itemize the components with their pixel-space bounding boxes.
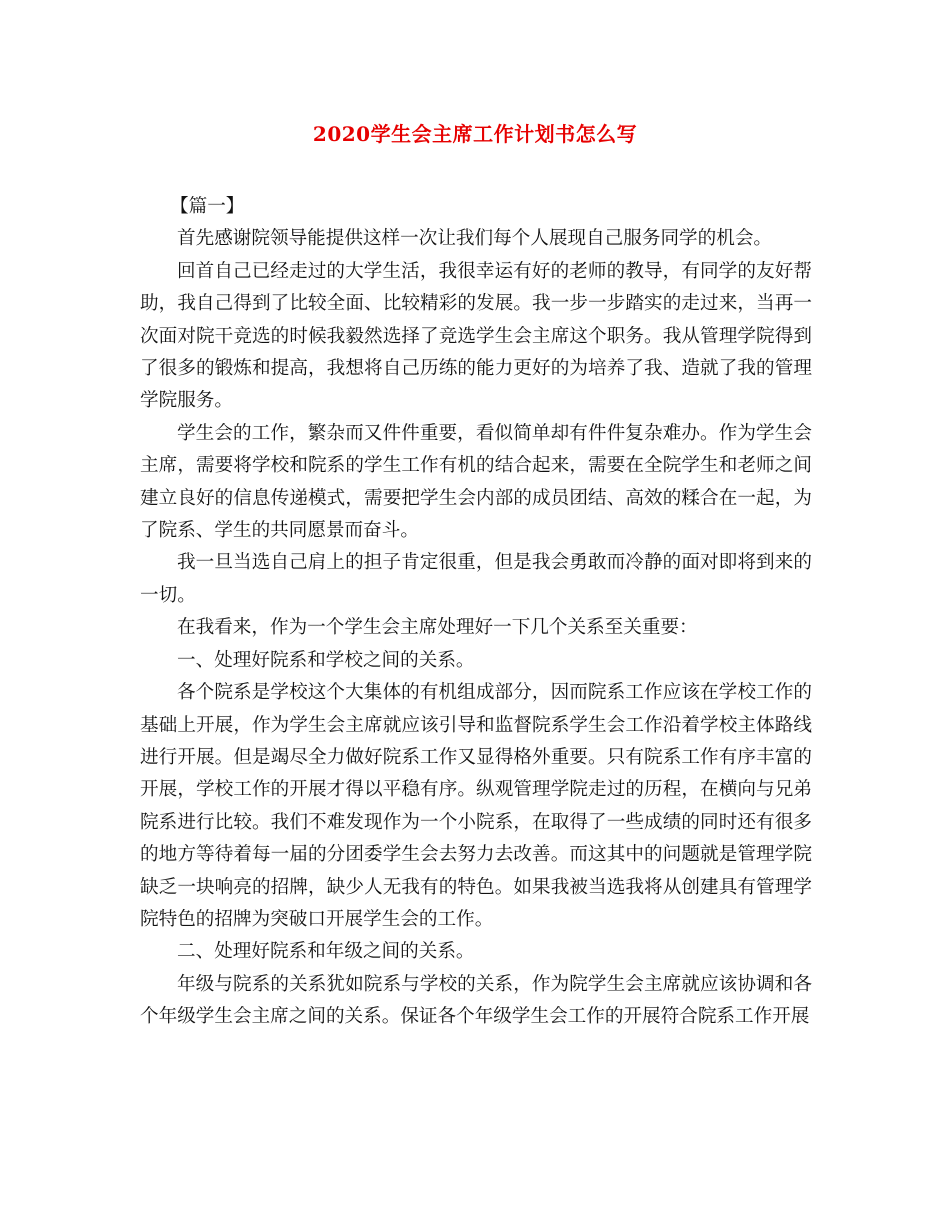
- paragraph: 年级与院系的关系犹如院系与学校的关系，作为院学生会主席就应该协调和各个年级学生会主席之间的关系。保证各个年级学生会工作的开展符合院系工作开展: [140, 973, 812, 1028]
- document-body: [140, 191, 812, 1034]
- section-label: 【篇一】: [170, 196, 245, 217]
- paragraph: 回首自己已经走过的大学生活，我很幸运有好的老师的教导，有同学的友好帮助，我自己得到了比较全面、比较精彩的发展。我一步一步踏实的走过来，当再一次面对院干竞选的时候我毅然选择了竞选学生会主席这个职务。我从管理学院得到了很多的锻炼和提高，我想将自己历练的能力更好的为培养了我、造就了我的管理学院服务。: [140, 260, 812, 412]
- paragraph: 首先感谢院领导能提供这样一次让我们每个人展现自己服务同学的机会。: [177, 228, 773, 250]
- subheading: 一、处理好院系和学校之间的关系。: [177, 649, 475, 671]
- paragraph: 各个院系是学校这个大集体的有机组成部分，因而院系工作应该在学校工作的基础上开展，作为学生会主席就应该引导和监督院系学生会工作沿着学校主体路线进行开展。但是竭尽全力做好院系工作又显得格外重要。只有院系工作有序丰富的开展，学校工作的开展才得以平稳有序。纵观管理学院走过的历程，在横向与兄弟院系进行比较。我们不难发现作为一个小院系，在取得了一些成绩的同时还有很多的地方等待着每一届的分团委学生会去努力去改善。而这其中的问题就是管理学院缺乏一块响亮的招牌，缺少人无我有的特色。如果我被当选我将从创建具有管理学院特色的招牌为突破口开展学生会的工作。: [140, 682, 812, 930]
- paragraph: 学生会的工作，繁杂而又件件重要，看似简单却有件件复杂难办。作为学生会主席，需要将学校和院系的学生工作有机的结合起来，需要在全院学生和老师之间建立良好的信息传递模式，需要把学生会内部的成员团结、高效的糅合在一起，为了院系、学生的共同愿景而奋斗。: [140, 422, 812, 542]
- subheading: 二、处理好院系和年级之间的关系。: [177, 941, 475, 963]
- document-title: 2020学生会主席工作计划书怎么写: [312, 122, 638, 146]
- paragraph: 我一旦当选自己肩上的担子肯定很重，但是我会勇敢而冷静的面对即将到来的一切。: [140, 552, 812, 606]
- paragraph: 在我看来，作为一个学生会主席处理好一下几个关系至关重要：: [177, 617, 698, 639]
